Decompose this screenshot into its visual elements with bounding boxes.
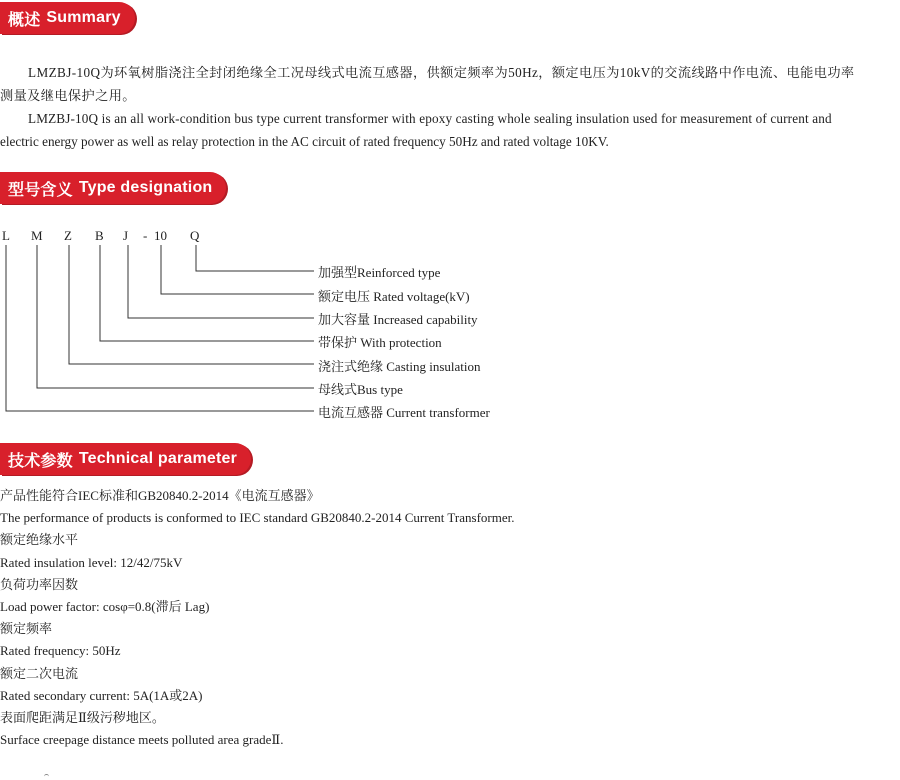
summary-en-line2: electric energy power as well as relay protection in the AC circuit of rated frequency 50Hz and rated voltage 10KV. [0,134,609,149]
code-dash: - [143,228,148,243]
designation-heading-zh: 型号含义 [8,181,73,199]
tech-line-powerfactor-zh: 负荷功率因数 [0,576,79,592]
label-rated-voltage: 额定电压 Rated voltage(kV) [318,289,470,304]
type-designation-diagram [0,222,600,422]
label-reinforced-type: 加强型Reinforced type [318,265,441,280]
code-voltage-10: 10 [154,228,167,243]
summary-en-line1: LMZBJ-10Q is an all work-condition bus type current transformer with epoxy casting whole sealing insulation used for measurement of current and [28,111,832,126]
designation-connector-lines [0,222,320,422]
tech-line-secondary-en: Rated secondary current: 5A(1A或2A) [0,687,203,703]
label-with-protection: 带保护 With protection [318,335,442,350]
connector-B [100,245,314,341]
summary-heading-en: Summary [46,9,121,26]
tech-line-frequency-zh: 额定频率 [0,621,53,637]
summary-heading-zh: 概述 [8,11,41,29]
label-casting-insulation: 浇注式绝缘 Casting insulation [318,359,481,374]
code-letter-Q: Q [190,228,200,243]
technical-heading [0,443,251,475]
connector-M [37,245,314,388]
bottom-fragment-mark [44,774,49,778]
tech-line-frequency-en: Rated frequency: 50Hz [0,643,121,659]
tech-line-standard-zh: 产品性能符合IEC标准和GB20840.2-2014《电流互感器》 [0,488,320,503]
technical-heading-en: Technical parameter [78,450,238,467]
summary-text [0,61,900,153]
connector-10 [161,245,314,294]
tech-line-powerfactor-en: Load power factor: cosφ=0.8(滞后 Lag) [0,599,210,615]
code-letter-J: J [123,228,129,243]
summary-zh-line2: 测量及继电保护之用。 [0,88,136,103]
summary-heading [0,2,135,34]
connector-J [128,245,314,318]
code-letter-M: M [31,228,43,243]
code-letter-Z: Z [64,228,72,243]
tech-line-creepage-zh: 表面爬距满足Ⅱ级污秽地区。 [0,710,165,726]
tech-line-insulation-en: Rated insulation level: 12/42/75kV [0,554,183,570]
summary-zh-line1: LMZBJ-10Q为环氧树脂浇注全封闭绝缘全工况母线式电流互感器，供额定频率为50Hz，额定电压为10kV的交流线路中作电流、电能电功率 [28,65,855,80]
technical-parameter-list [0,485,900,751]
technical-heading-zh: 技术参数 [8,452,73,470]
tech-line-secondary-zh: 额定二次电流 [0,665,79,681]
label-bus-type: 母线式Bus type [318,382,403,397]
designation-heading-en: Type designation [78,179,213,196]
tech-line-creepage-en: Surface creepage distance meets polluted area gradeⅡ. [0,732,284,748]
designation-heading [0,172,226,204]
tech-line-standard-en: The performance of products is conformed to IEC standard GB20840.2-2014 Current Transformer. [0,510,515,526]
connector-L [6,245,314,411]
code-letter-L: L [2,228,10,243]
connector-Z [69,245,314,364]
label-current-transformer: 电流互感器 Current transformer [318,405,490,420]
label-increased-capability: 加大容量 Increased capability [318,312,478,327]
tech-line-insulation-zh: 额定绝缘水平 [0,532,79,548]
code-letter-B: B [95,228,104,243]
connector-Q [196,245,314,271]
